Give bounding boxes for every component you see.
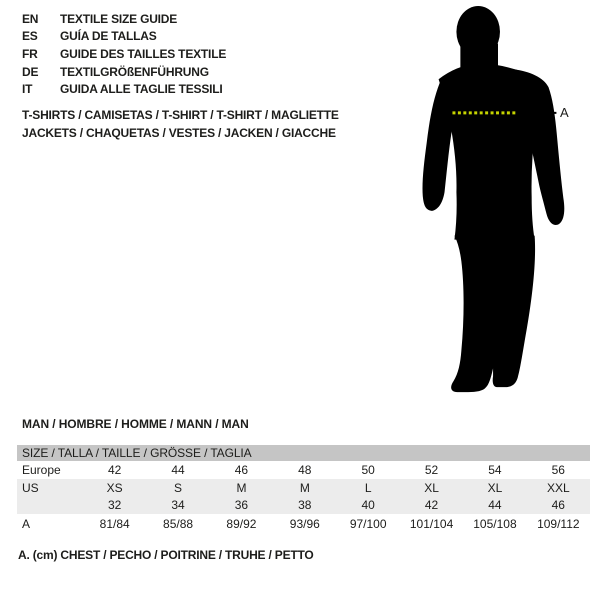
size-cell: 85/88 xyxy=(163,517,194,531)
size-table-header: SIZE / TALLA / TAILLE / GRÖSSE / TAGLIA xyxy=(17,445,590,461)
size-cell: 93/96 xyxy=(289,517,320,531)
row-label: US xyxy=(22,480,39,495)
lang-row-en xyxy=(22,10,226,28)
size-cell: 42 xyxy=(108,463,122,477)
table-row-europe xyxy=(17,461,590,479)
size-cell: 48 xyxy=(298,463,312,477)
size-cell: M xyxy=(236,480,247,495)
size-cell: 54 xyxy=(488,463,502,477)
lang-code: IT xyxy=(22,82,33,97)
lang-row-fr xyxy=(22,45,226,63)
size-cell: 38 xyxy=(298,498,312,512)
section-title-man: MAN / HOMBRE / HOMME / MANN / MAN xyxy=(22,417,249,431)
row-label: A xyxy=(22,517,31,531)
size-cell: 40 xyxy=(361,498,375,512)
lang-label: GUIDA ALLE TAGLIE TESSILI xyxy=(60,82,223,97)
table-row-us-numbers xyxy=(17,496,590,514)
table-row-us-letters xyxy=(17,479,590,496)
size-cell: 44 xyxy=(488,498,502,512)
lang-label: TEXTILGRÖßENFÜHRUNG xyxy=(60,64,209,79)
lang-code: ES xyxy=(22,29,38,44)
size-cell: 97/100 xyxy=(349,517,387,531)
size-cell: 56 xyxy=(551,463,565,477)
size-cell: 44 xyxy=(171,463,185,477)
size-cell: 46 xyxy=(234,463,249,477)
lang-code: DE xyxy=(22,64,39,79)
lang-label: TEXTILE SIZE GUIDE xyxy=(60,11,178,26)
size-cell: 81/84 xyxy=(99,517,130,531)
size-cell: 32 xyxy=(108,498,122,512)
size-cell: 42 xyxy=(424,498,439,512)
size-cell: 36 xyxy=(234,498,249,512)
man-silhouette-figure xyxy=(418,4,578,400)
row-label: Europe xyxy=(22,463,61,477)
size-cell: S xyxy=(174,480,183,495)
size-cell: 52 xyxy=(424,463,439,477)
measure-label-a: A xyxy=(560,105,569,120)
size-cell: 105/108 xyxy=(473,517,517,531)
lang-row-es xyxy=(22,28,226,46)
size-cell: XS xyxy=(106,480,123,495)
lang-label: GUIDE DES TAILLES TEXTILE xyxy=(60,46,227,61)
size-cell: L xyxy=(364,480,372,495)
size-cell: 109/112 xyxy=(537,517,580,531)
category-jackets: JACKETS / CHAQUETAS / VESTES / JACKEN / GIACCHE xyxy=(22,125,336,140)
lang-code: EN xyxy=(22,11,39,26)
size-cell: 89/92 xyxy=(226,517,257,531)
garment-categories xyxy=(22,107,339,142)
lang-row-it xyxy=(22,80,226,98)
measurement-footnote: A. (cm) CHEST / PECHO / POITRINE / TRUHE / PETTO xyxy=(18,548,314,562)
size-cell: XL xyxy=(424,480,439,495)
size-cell: 34 xyxy=(171,498,185,512)
lang-row-de xyxy=(22,63,226,81)
size-cell: M xyxy=(299,480,310,495)
category-tshirts: T-SHIRTS / CAMISETAS / T-SHIRT / T-SHIRT / MAGLIETTE xyxy=(22,108,339,122)
size-cell: XL xyxy=(487,480,503,495)
size-cell: 46 xyxy=(551,498,565,512)
size-cell: 50 xyxy=(361,463,375,477)
lang-label: GUÍA DE TALLAS xyxy=(60,29,157,44)
size-table xyxy=(17,445,590,534)
lang-code: FR xyxy=(22,46,38,61)
table-row-chest-a xyxy=(17,514,590,534)
silhouette-shape xyxy=(423,6,565,392)
size-cell: XXL xyxy=(546,480,570,495)
size-cell: 101/104 xyxy=(409,517,454,531)
language-title-list xyxy=(22,10,226,98)
